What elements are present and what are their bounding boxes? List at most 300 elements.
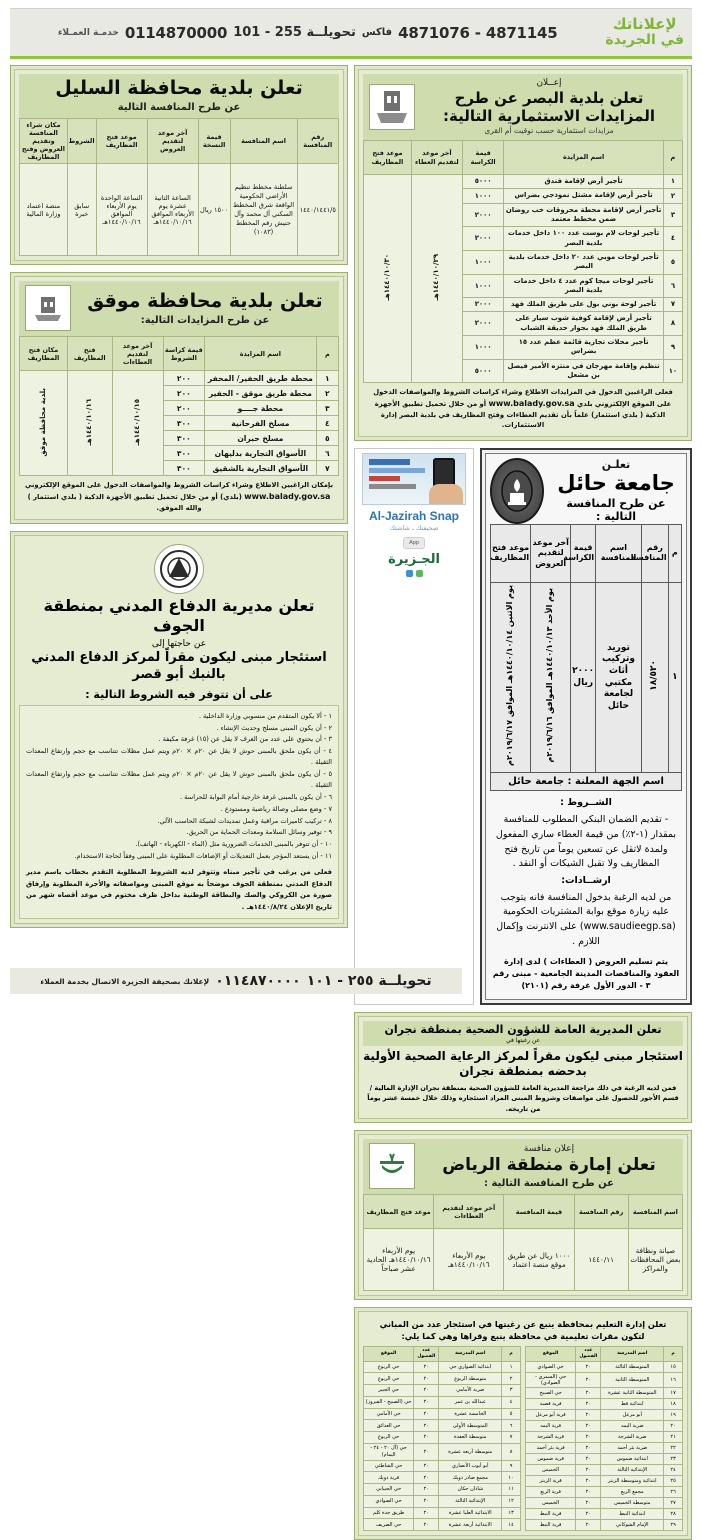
mawqaq-note-1: بإمكان الراغبين الاطلاع وشراء كراسات الشروط والمواصفات الدخول على الموقع الإلكتروني — [24, 481, 334, 490]
mawqaq-col-place: مكان فتح المظاريف — [20, 337, 68, 371]
table-row — [526, 1465, 683, 1476]
mawqaq-cell-last-date: ١٤٤٠/١٠/١٥هـ — [112, 371, 163, 476]
list-item: ١٠ - أن تتوفر بالمبنى الخدمات الضرورية مثل (الماء - الكهرباء - الهاتف). — [135, 840, 332, 849]
table-row — [526, 1372, 683, 1388]
edu-cell-school: المتوسطة الثانية — [601, 1372, 664, 1388]
hail-col-open-date: موعد فتح المظاريف — [491, 524, 531, 582]
edu-cell-no: ١٤ — [502, 1519, 521, 1531]
edu-cell-rooms: ٢٠ — [576, 1443, 601, 1454]
hail-title: جامعة حائل — [557, 471, 675, 496]
seleil-col-last-date: آخر موعد لتقديم العروض — [147, 118, 198, 164]
civil-defense-title: تعلن مديرية الدفاع المدني بمنطقة الجوف — [43, 595, 315, 635]
mawqaq-header — [19, 281, 339, 336]
snap-screenshot-image — [362, 453, 467, 505]
mawqaq-cell-value: ٣٠٠ — [163, 461, 204, 476]
edu-cell-school: المتوسطة الأولى — [439, 1420, 502, 1432]
ad-basr-municipality — [354, 65, 692, 441]
table-row — [526, 1432, 683, 1443]
seleil-col-open-date: موعد فتح المظاريف — [96, 118, 147, 164]
edu-cell-no: ١٣ — [502, 1507, 521, 1519]
riyadh-cell-name: صيانة ونظافة بعض المحافظات والمراكز — [628, 1229, 682, 1291]
edu-cell-rooms: ٢٠ — [576, 1487, 601, 1498]
mawqaq-cell-value: ٣٠٠ — [163, 416, 204, 431]
edu-cell-loc: حي (الصبيخ - الفيروز) — [364, 1396, 414, 1408]
riyadh-col-open-date: موعد فتح المظاريف — [364, 1195, 434, 1229]
table-row — [526, 1388, 683, 1399]
edu-col-loc: الموقع — [364, 1347, 414, 1361]
basr-subtitle: مزايدات استثمارية حسب توقيت أم القرى — [484, 126, 614, 135]
hail-details — [490, 791, 682, 949]
table-row — [364, 1432, 521, 1444]
edu-cell-loc: حي الصريف — [364, 1519, 414, 1531]
civil-defense-crest-icon — [154, 544, 204, 594]
edu-cell-rooms: ٢٠ — [576, 1432, 601, 1443]
table-row — [526, 1454, 683, 1465]
mawqaq-cell-value: ٣٠٠ — [163, 431, 204, 446]
seleil-col-name: اسم المنافسة — [230, 118, 297, 164]
table-row — [491, 582, 682, 773]
basr-cell-value: ٢٠٠٠ — [462, 203, 503, 227]
basr-cell-no: ٤ — [663, 227, 682, 251]
table-row — [364, 1519, 521, 1531]
masthead-banner — [10, 8, 692, 56]
ad-hail-university — [480, 448, 692, 1005]
edu-cell-rooms: ٢٠ — [576, 1410, 601, 1421]
edu-cell-no: ١٢ — [502, 1495, 521, 1507]
seleil-col-conditions: الشروط — [67, 118, 96, 164]
basr-cell-value: ٥٠٠٠ — [462, 359, 503, 383]
edu-cell-school: الإبتدائية الثالثة — [601, 1465, 664, 1476]
edu-cell-school: الابتدائية العليا عشرة — [439, 1507, 502, 1519]
riyadh-col-last-date: آخر موعد لتقديم العطاءات — [434, 1195, 504, 1229]
seleil-cell-value: ١٥٠٠ ريال — [198, 164, 230, 256]
table-header-row — [20, 118, 339, 164]
table-row — [364, 1420, 521, 1432]
civil-defense-need-text: استئجار مبنى ليكون مقراً لمركز الدفاع المدني بالنبك أبو قصر — [31, 649, 327, 682]
edu-cell-loc: قرية الربع — [526, 1487, 576, 1498]
edu-cell-school: أبو مرعل — [601, 1410, 664, 1421]
edu-cell-school: ابتدائية ومتوسطة الزيتر — [601, 1476, 664, 1487]
hail-cell-no: ١ — [668, 582, 681, 773]
table-row — [526, 1498, 683, 1509]
basr-cell-name: تأجير لوحة بوني بول على طريق الملك فهد — [504, 298, 664, 312]
edu-cell-loc: حي (آل ٢٠ - ٢٤ - اليمام) — [364, 1443, 414, 1460]
edu-cell-loc: قرية أبو مرعل — [526, 1410, 576, 1421]
seleil-col-place: مكان شراء المنافسة وتقديم العروض وفتح المظاريف — [20, 118, 68, 164]
list-item: ٥ - أن يكون ملحق بالمبنى حوش لا يقل عن ٢٠م × ٢٠م ويتم عمل مظلات تتناسب مع حجم وارتفاع المعدات الثقيلة . — [26, 770, 332, 789]
table-header-row — [364, 1347, 521, 1361]
riyadh-cell-value: ١٠٠٠ ريال عن طريق موقع منصة اعتماد — [504, 1229, 574, 1291]
edu-col-rooms: عدد الفصول — [414, 1347, 439, 1361]
najran-kicker: عن رغبتها في — [505, 1036, 541, 1044]
edu-cell-school: أبو أيوب الأنصاري — [439, 1460, 502, 1472]
seleil-header — [19, 74, 339, 118]
edu-cell-rooms: ٢٠ — [576, 1421, 601, 1432]
basr-cell-last-date: ١٤٤٠/١٠/٢٩هـ — [411, 175, 462, 383]
basr-cell-name: تأجير أرض لإقامة محطة محروقات خب روضان ضمن مخطط معتمد — [504, 203, 664, 227]
edu-cell-school: متوسطة الخميس — [601, 1498, 664, 1509]
edu-cell-rooms: ٢٠ — [414, 1432, 439, 1444]
basr-cell-no: ٢ — [663, 189, 682, 203]
seleil-col-no: رقم المنافسة — [297, 118, 338, 164]
basr-cell-value: ٢٠٠٠ — [462, 312, 503, 336]
left-column — [354, 65, 692, 1540]
ad-civil-defense-jouf — [10, 531, 348, 928]
mawqaq-note-url[interactable]: www.balady.gov.sa — [244, 491, 331, 501]
riyadh-col-value: قيمة المنافسة — [504, 1195, 574, 1229]
edu-cell-school: المتوسطة الثالثة — [601, 1361, 664, 1372]
edu-cell-school: ضربة اليمه — [601, 1421, 664, 1432]
basr-header — [363, 74, 683, 140]
edu-cell-school: ابتدائية النبط — [601, 1509, 664, 1520]
table-row — [364, 1385, 521, 1397]
edu-cell-school: الخامسة عشرة — [439, 1408, 502, 1420]
table-row — [526, 1476, 683, 1487]
seleil-cell-no: ١٤٤٠/١٤٤١/٥ — [297, 164, 338, 256]
hail-cell-name: توريد وتركيب أثاث مكتبي لجامعة حائل — [596, 582, 642, 773]
list-item: ٩ - توفير وسائل السلامة ومعدات الحماية من الحريق. — [186, 828, 332, 837]
basr-cell-name: تنظيم وإقامة مهرجان في منتزه الأمير فيصل بن مشعل — [504, 359, 664, 383]
edu-cell-rooms: ٢٠ — [576, 1388, 601, 1399]
table-row — [526, 1443, 683, 1454]
basr-col-name: اسم المزايدة — [504, 141, 664, 175]
basr-cell-value: ٢٠٠٠ — [462, 298, 503, 312]
edu-col-loc: الموقع — [526, 1347, 576, 1361]
edu-cell-loc: قرية اليمه — [526, 1421, 576, 1432]
mawqaq-cell-name: مسلخ الفرحانية — [205, 416, 317, 431]
app-store-badge[interactable]: App — [403, 537, 425, 549]
table-row — [526, 1520, 683, 1531]
table-row — [364, 1229, 683, 1291]
basr-cell-open-date: ١٤٤٠/١٠/٣٠هـ — [364, 175, 412, 383]
snap-brand: Al-Jazirah Snap — [368, 508, 460, 523]
edu-cell-no: ٢٦ — [664, 1487, 683, 1498]
education-left-body — [526, 1361, 683, 1531]
civil-defense-conditions-list — [19, 705, 339, 920]
list-item: ١ - ألا يكون المتقدم من منسوبي وزارة الداخلية . — [198, 711, 332, 720]
edu-col-school: اسم المدرسة — [439, 1347, 502, 1361]
edu-cell-loc: حي الجبيابي — [364, 1484, 414, 1496]
table-row — [364, 1484, 521, 1496]
mawqaq-col-open-date: فتح المظاريف — [67, 337, 112, 371]
edu-cell-school: ضربة بئر أحمد — [601, 1443, 664, 1454]
saudi-emblem-icon — [369, 1143, 415, 1189]
edu-cell-loc: حي الربوع — [364, 1361, 414, 1373]
mawqaq-cell-no: ٢ — [316, 386, 338, 401]
edu-cell-no: ٢٧ — [664, 1498, 683, 1509]
snap-icon-dots — [406, 570, 423, 577]
edu-cell-no: ٢٠ — [664, 1421, 683, 1432]
masthead-main-number: 0114870000 — [124, 23, 228, 42]
basr-cell-value: ١٠٠٠ — [462, 274, 503, 298]
edu-cell-rooms: ٢٠ — [414, 1495, 439, 1507]
basr-cell-no: ٥ — [663, 250, 682, 274]
edu-cell-rooms: ٢٠ — [414, 1385, 439, 1397]
hail-university-crest-icon — [490, 458, 544, 524]
mawqaq-col-name: اسم المزايدة — [205, 337, 317, 371]
edu-cell-loc: حي (السمري - الصوادي) — [526, 1372, 576, 1388]
basr-cell-value: ١٠٠٠ — [462, 250, 503, 274]
list-item: ٦ - أن يكون بالمبنى غرفة خارجية أمام البوابة للحراسة . — [179, 792, 332, 801]
mawqaq-cell-place: بلدية محافظة موقق — [20, 371, 68, 476]
basr-cell-no: ٨ — [663, 312, 682, 336]
basr-note — [363, 383, 683, 432]
mawqaq-cell-name: محطة جــــو — [205, 401, 317, 416]
masthead-fax-label: فاكس — [361, 27, 393, 38]
table-row — [20, 164, 339, 256]
edu-cell-school: مجمع صادر دويك — [439, 1472, 502, 1484]
basr-cell-name: تأجير أرض لإقامة مشتل نموذجي بضراس — [504, 189, 664, 203]
hail-table — [490, 524, 682, 774]
edu-cell-rooms: ٢٠ — [414, 1373, 439, 1385]
education-right-body — [364, 1361, 521, 1531]
mawqaq-cell-no: ٣ — [316, 401, 338, 416]
mawqaq-title: تعلن بلدية محافظة موقق — [87, 290, 323, 313]
mawqaq-cell-value: ٢٠٠ — [163, 371, 204, 386]
edu-cell-loc: حي الصوادي — [364, 1495, 414, 1507]
mawqaq-cell-value: ٣٠٠ — [163, 446, 204, 461]
table-row — [364, 175, 683, 189]
footer-ext: تحويلــة ٢٥٥ - ١٠١ — [306, 973, 432, 989]
mawqaq-crest-icon — [25, 285, 71, 331]
seleil-subtitle: عن طرح المنافسة التالية — [117, 101, 241, 113]
basr-note-url[interactable]: www.balady.gov.sa — [488, 398, 575, 408]
najran-body-title: استئجار مبنى ليكون مقراً لمركز الرعاية الصحية الأولية بدحضه بمنطقة نجران — [363, 1048, 683, 1079]
ad-najran-health — [354, 1012, 692, 1124]
edu-cell-school: ضربة الشرجة — [601, 1432, 664, 1443]
hail-kicker: تعلـن — [601, 458, 631, 472]
edu-cell-no: ٧ — [502, 1432, 521, 1444]
basr-note-3: وفتح المظاريف في بلدية البصر إدارة الاستثمارات. — [380, 410, 545, 429]
masthead-ext: تحويلــة 255 - 101 — [233, 25, 356, 40]
ad-jazirah-snap[interactable] — [354, 448, 474, 1005]
masthead-logo-line1: لإعلاناتك — [612, 15, 677, 34]
edu-cell-school: ابتدائية الصواري حي — [439, 1361, 502, 1373]
najran-paragraph: فمن لديه الرغبة في ذلك مراجعة المديرية العامة للشؤون الصحية بمنطقة نجران الإدارة المالية / قسم الأجور للحصول على مواصفات وشروط المبنى المراد استئجاره وذلك خلال خمسة عشر يوماً من تاريخه. — [367, 1083, 679, 1113]
edu-cell-no: ٦ — [502, 1420, 521, 1432]
edu-cell-no: ١٥ — [664, 1361, 683, 1372]
table-header-row — [364, 1195, 683, 1229]
masthead-service-label: خدمـة العمـلاء — [57, 27, 119, 38]
masthead-fax-numbers: 4871145 - 4871076 — [398, 23, 558, 42]
edu-cell-loc: حي الربوع — [364, 1432, 414, 1444]
mawqaq-subtitle: عن طرح المزايدات التالية: — [140, 314, 270, 326]
edu-cell-no: ٣ — [502, 1385, 521, 1397]
table-row — [526, 1421, 683, 1432]
basr-cell-no: ١٠ — [663, 359, 682, 383]
edu-cell-rooms: ٢٠ — [414, 1472, 439, 1484]
list-item: ٢ - أن يكون المبنى مسلح وحديث الإنشاء . — [216, 723, 332, 732]
basr-col-no: م — [663, 141, 682, 175]
seleil-table — [19, 118, 339, 257]
edu-cell-school: متوسطة الربوع — [439, 1373, 502, 1385]
civil-defense-closing: فعلى من يرغب في تأجير مبناه وتتوفر لديه الشروط المطلوبة التقدم بخطاب باسم مدير الدفاع المدني بمنطقة الجوف موضحاً به موقع المبنى ومواصفاته والأجرة المطلوبة وإرفاق صورة من الكروكي والصك والبطاقة الوطنية بداخل ظرف مختوم في موعد أقصاه شهر من تاريخ الإعلان ١٤٤٠/٨/٢٤هـ . — [26, 868, 332, 911]
edu-cell-school: المتوسطة الثانية عشرة — [601, 1388, 664, 1399]
basr-cell-value: ٥٠٠٠ — [462, 175, 503, 189]
seleil-cell-place: منصة اعتماد وزارة المالية — [20, 164, 68, 256]
snap-store-badges[interactable] — [403, 537, 425, 549]
basr-cell-no: ٩ — [663, 336, 682, 360]
edu-cell-rooms: ٢٠ — [576, 1454, 601, 1465]
riyadh-col-no: رقم المنافسة — [574, 1195, 628, 1229]
basr-cell-name: تأجير لوحات موبي عدد ٢٠ داخل خدمات بلدية البصر — [504, 250, 664, 274]
riyadh-cell-no: ١٤٤٠/١١ — [574, 1229, 628, 1291]
table-header-row — [491, 524, 682, 582]
basr-crest-icon — [369, 84, 415, 130]
hail-cell-open-date: يوم الاثنين ١٤٤٠/١٠/١٤هـ الموافق ٢٠١٩/٦/١٧م — [491, 582, 531, 773]
edu-cell-rooms: ٢٠ — [414, 1408, 439, 1420]
basr-cell-value: ١٠٠٠ — [462, 336, 503, 360]
hail-col-last-date: آخر موعد لتقديم العروض — [531, 524, 571, 582]
mawqaq-cell-open-date: ١٤٤٠/١٠/١٦هـ — [67, 371, 112, 476]
hail-footer: يتم تسليم العروض ( العطاءات ) لدى إدارة العقود والمناقصات المدينة الجامعية - مبنى رقم ٣ - الدور الأول غرفة رقم (٢١٠١) — [492, 956, 680, 990]
mawqaq-col-last-date: آخر موعد لتقديم العطاءات — [112, 337, 163, 371]
hail-guidance-text: من لديه الرغبة بدخول المنافسة فانه يتوجب عليه زيارة موقع بوابة المشتريات الحكومية (www.saudieegp.sa) على الانترنت وإكمال اللازم . — [496, 891, 676, 947]
edu-cell-no: ٥ — [502, 1408, 521, 1420]
footer-number: ٠١١٤٨٧٠٠٠٠ — [215, 973, 301, 989]
hail-header — [490, 458, 682, 524]
edu-cell-loc: حي الصوادي — [526, 1361, 576, 1372]
edu-col-school: اسم المدرسة — [601, 1347, 664, 1361]
basr-table — [363, 140, 683, 383]
edu-cell-rooms: ٢٠ — [414, 1443, 439, 1460]
mawqaq-col-value: قيمة كراسة الشروط — [163, 337, 204, 371]
snap-tagline: صحيفتك ـ شاشتك — [389, 523, 439, 532]
mawqaq-table — [19, 336, 339, 476]
seleil-title: تعلن بلدية محافظة السليل — [55, 77, 303, 99]
riyadh-col-name: اسم المنافسة — [628, 1195, 682, 1229]
edu-cell-loc: حي العدائق — [364, 1420, 414, 1432]
edu-cell-loc: حي الصبيخ — [526, 1388, 576, 1399]
civil-defense-conditions-heading: على أن تتوفر فيه الشروط التالية : — [85, 687, 273, 701]
seleil-cell-last-date: الساعة الثانية عشرة يوم الأربعاء الموافق ١٤٤٠/١٠/١٦هـ — [147, 164, 198, 256]
basr-cell-no: ٣ — [663, 203, 682, 227]
edu-cell-no: ٢٣ — [664, 1454, 683, 1465]
edu-col-rooms: عدد الفصول — [576, 1347, 601, 1361]
edu-col-no: م — [664, 1347, 683, 1361]
education-heading: تعلن إدارة التعليم بمحافظة ينبع عن رغبتها في استئجار عدد من المباني لتكون مقرات تعليمية في محافظة ينبع وقراها وهي كما يلي: — [379, 1319, 667, 1342]
mawqaq-cell-name: الأسواق التجارية بالشقيق — [205, 461, 317, 476]
basr-cell-name: تأجير أرض لإقامة فندق — [504, 175, 664, 189]
seleil-cell-name: سلطنة مخطط تنظيم الأراضي الحكومية الواقعة شرق المخطط السكني آل محمد وآل حنيش رقم المخطط (١٠٨٣) — [230, 164, 297, 256]
mawqaq-cell-no: ٤ — [316, 416, 338, 431]
table-header-row — [526, 1347, 683, 1361]
ad-riyadh-emirate — [354, 1130, 692, 1300]
edu-cell-loc: قرية الزيتر — [526, 1476, 576, 1487]
edu-cell-loc: حي الربوع — [364, 1373, 414, 1385]
edu-cell-no: ٢٩ — [664, 1520, 683, 1531]
edu-cell-school: متوسطة أربعة عشرة — [439, 1443, 502, 1460]
edu-cell-no: ١١ — [502, 1484, 521, 1496]
table-row — [364, 1495, 521, 1507]
edu-cell-no: ١ — [502, 1361, 521, 1373]
education-table-left — [525, 1346, 683, 1531]
edu-cell-school: مجمع الربع — [601, 1487, 664, 1498]
right-column — [10, 65, 348, 1540]
table-row — [364, 1408, 521, 1420]
mawqaq-cell-name: الأسواق التجارية بدليهان — [205, 446, 317, 461]
edu-cell-rooms: ٢٠ — [414, 1519, 439, 1531]
basr-cell-no: ٦ — [663, 274, 682, 298]
edu-cell-school: الابتدائية أربعة عشرة — [439, 1519, 502, 1531]
edu-cell-school: شاذان حكان — [439, 1484, 502, 1496]
ad-yanbu-education — [354, 1307, 692, 1540]
edu-cell-rooms: ٢٠ — [576, 1509, 601, 1520]
edu-cell-loc: قرية قصبة — [526, 1399, 576, 1410]
basr-cell-no: ٧ — [663, 298, 682, 312]
edu-cell-loc: قرية الشرجة — [526, 1432, 576, 1443]
edu-cell-loc: قرية النبط — [526, 1520, 576, 1531]
masthead-divider — [10, 56, 692, 59]
edu-cell-rooms: ٢٠ — [414, 1396, 439, 1408]
masthead-logo-line2: في الجريدة — [605, 32, 684, 49]
edu-cell-rooms: ٢٠ — [576, 1372, 601, 1388]
civil-defense-need-label: عن حاجتها إلى — [151, 638, 207, 649]
education-table-right — [363, 1346, 521, 1531]
hail-entity: اسم الجهة المعلنة : جامعة حائل — [490, 773, 682, 791]
basr-cell-no: ١ — [663, 175, 682, 189]
basr-cell-name: تأجير محلات تجارية قائمة عظم عدد ١٥ بضراس — [504, 336, 664, 360]
edu-cell-no: ٢١ — [664, 1432, 683, 1443]
edu-cell-no: ٢٨ — [664, 1509, 683, 1520]
table-row — [364, 1460, 521, 1472]
seleil-cell-open-date: الساعة الواحدة يوم الأربعاء الموافق ١٤٤٠/١٠/١٦هـ — [96, 164, 147, 256]
edu-cell-no: ٢٥ — [664, 1476, 683, 1487]
basr-col-value: قيمة الكراسة — [462, 141, 503, 175]
mawqaq-cell-no: ٧ — [316, 461, 338, 476]
education-tables — [363, 1346, 683, 1531]
edu-cell-loc: طريق جدة كلم — [364, 1507, 414, 1519]
hail-cell-comp-no: ١٨/٥٢٠ — [641, 582, 668, 773]
list-item: ٣ - أن يحتوي على عدد من الغرف لا يقل عن (١٥) غرفة مكيفة . — [158, 735, 332, 744]
mawqaq-cell-name: مسلخ حبران — [205, 431, 317, 446]
table-header-row — [20, 337, 339, 371]
mawqaq-note — [19, 476, 339, 514]
mawqaq-cell-value: ٢٠٠ — [163, 386, 204, 401]
hail-cell-value: ٢٠٠٠ ريال — [571, 582, 596, 773]
edu-cell-loc: حي الأمامي — [364, 1408, 414, 1420]
edu-cell-loc: قرية بئر أحمد — [526, 1443, 576, 1454]
edu-cell-rooms: ٢٠ — [414, 1507, 439, 1519]
list-item: ٨ - تركيب كاميرات مراقبة وعمل تمديدات لشبكة الحاسب الآلي. — [157, 816, 332, 825]
edu-cell-no: ٩ — [502, 1460, 521, 1472]
basr-note-1: فعلى الراغبين الدخول في المزايدات الاطلاع وشراء كراسات الشروط والمواصفات الدخول على الموقع الإلكتروني بلدي — [373, 388, 673, 408]
list-item: ١١ - أن يستعد المؤجر بعمل التعديلات أو الإضافات المطلوبة على المبنى وفقاً لحاجة الاستخدام. — [74, 852, 332, 861]
mawqaq-cell-no: ٦ — [316, 446, 338, 461]
table-row — [364, 1361, 521, 1373]
basr-title: تعلن بلدية البصر عن طرح المزايدات الاستثمارية التالية: — [443, 89, 655, 125]
newspaper-page — [0, 8, 702, 1529]
masthead-logo — [597, 17, 684, 47]
seleil-col-value: قيمة النسخة — [198, 118, 230, 164]
mawqaq-cell-name: محطة طريق موقق - الحفير — [205, 386, 317, 401]
edu-cell-rooms: ٢٠ — [576, 1399, 601, 1410]
edu-cell-no: ٢٢ — [664, 1443, 683, 1454]
hail-col-comp-no: رقم المنافسة — [641, 524, 668, 582]
table-row — [526, 1361, 683, 1372]
edu-cell-no: ١٠ — [502, 1472, 521, 1484]
basr-cell-value: ١٠٠٠ — [462, 189, 503, 203]
table-row — [526, 1399, 683, 1410]
promo-and-university-row — [354, 448, 692, 1005]
mawqaq-cell-name: محطة طريق الحفير/ المحفر — [205, 371, 317, 386]
riyadh-header — [363, 1139, 683, 1194]
riyadh-cell-open-date: يوم الأربعاء ١٤٤٠/١٠/١٦هـ الحادية عشر صباحاً — [364, 1229, 434, 1291]
table-row — [20, 371, 339, 386]
page-footer — [10, 968, 462, 994]
edu-cell-school: عبدالله بن عمر — [439, 1396, 502, 1408]
edu-cell-no: ٨ — [502, 1443, 521, 1460]
